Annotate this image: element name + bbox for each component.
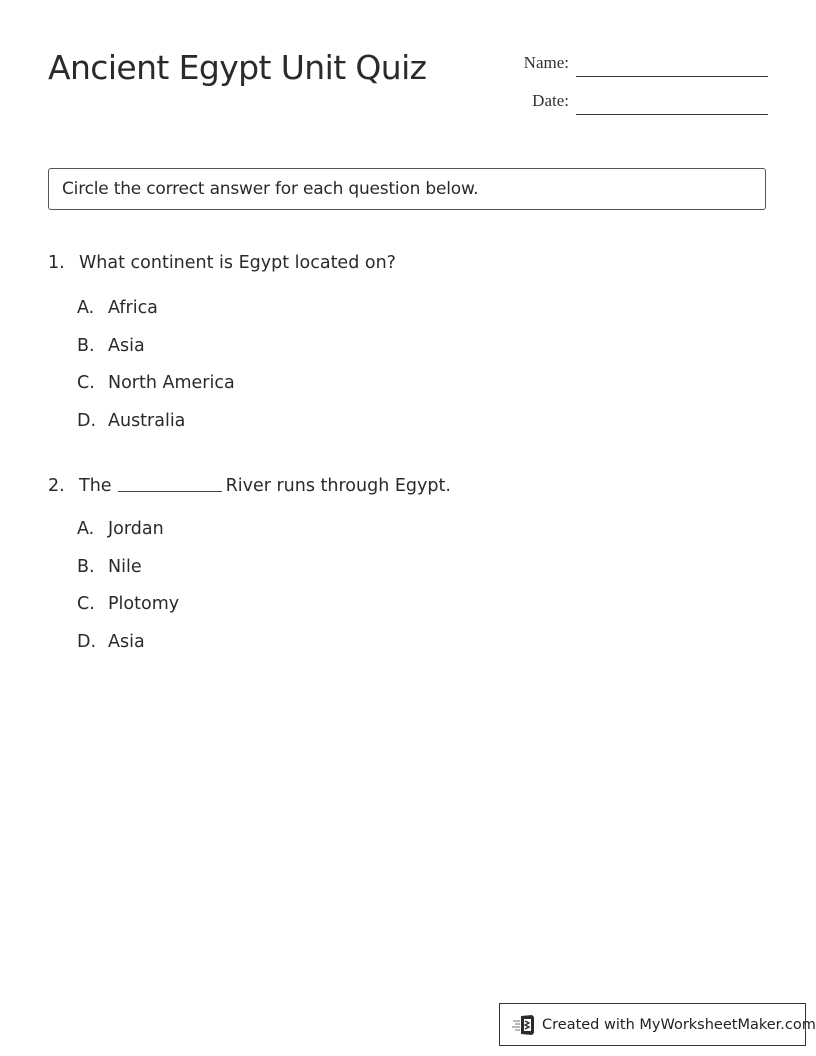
question-2 <box>48 472 451 667</box>
question-1 <box>48 251 396 446</box>
option-letter: D. <box>77 631 97 652</box>
option-letter: C. <box>77 594 95 614</box>
answer-options <box>77 296 396 446</box>
question-text-after: River runs through Egypt. <box>225 476 451 496</box>
name-label: Name: <box>523 53 569 72</box>
option-text: Asia <box>108 631 145 652</box>
option-letter: B. <box>77 335 95 356</box>
footer-credit-text: Created with MyWorksheetMaker.com <box>542 1016 816 1033</box>
question-text-before: The <box>79 476 112 496</box>
answer-option-a[interactable] <box>77 517 451 555</box>
option-letter: B. <box>77 556 95 577</box>
date-label: Date: <box>532 91 569 110</box>
option-letter: C. <box>77 373 95 393</box>
instructions-text: Circle the correct answer for each question below. <box>62 179 479 199</box>
question-text: What continent is Egypt located on? <box>79 253 396 273</box>
name-blank-line[interactable] <box>576 76 768 77</box>
option-letter: D. <box>77 410 97 431</box>
footer-credit-badge[interactable] <box>499 1003 816 1046</box>
option-text: Africa <box>108 298 158 318</box>
fill-in-blank <box>118 473 222 492</box>
answer-option-b[interactable] <box>77 334 396 372</box>
option-letter: A. <box>77 298 95 318</box>
option-text: Nile <box>108 556 142 577</box>
page-title: Ancient Egypt Unit Quiz <box>48 48 427 87</box>
worksheet-logo-icon <box>512 1014 536 1036</box>
option-letter: A. <box>77 519 95 539</box>
answer-option-d[interactable] <box>77 409 396 447</box>
option-text: Jordan <box>108 519 164 539</box>
date-field <box>499 90 768 112</box>
date-blank-line[interactable] <box>576 114 768 115</box>
option-text: Asia <box>108 335 145 356</box>
answer-option-d[interactable] <box>77 630 451 668</box>
option-text: North America <box>108 373 235 393</box>
question-number: 2. <box>48 476 65 496</box>
answer-option-c[interactable] <box>77 371 396 409</box>
name-field <box>499 52 768 74</box>
option-text: Australia <box>108 410 186 431</box>
answer-option-b[interactable] <box>77 555 451 593</box>
instructions-box <box>48 168 766 210</box>
question-number: 1. <box>48 253 65 273</box>
answer-option-a[interactable] <box>77 296 396 334</box>
option-text: Plotomy <box>108 594 180 614</box>
answer-options <box>77 517 451 667</box>
answer-option-c[interactable] <box>77 592 451 630</box>
